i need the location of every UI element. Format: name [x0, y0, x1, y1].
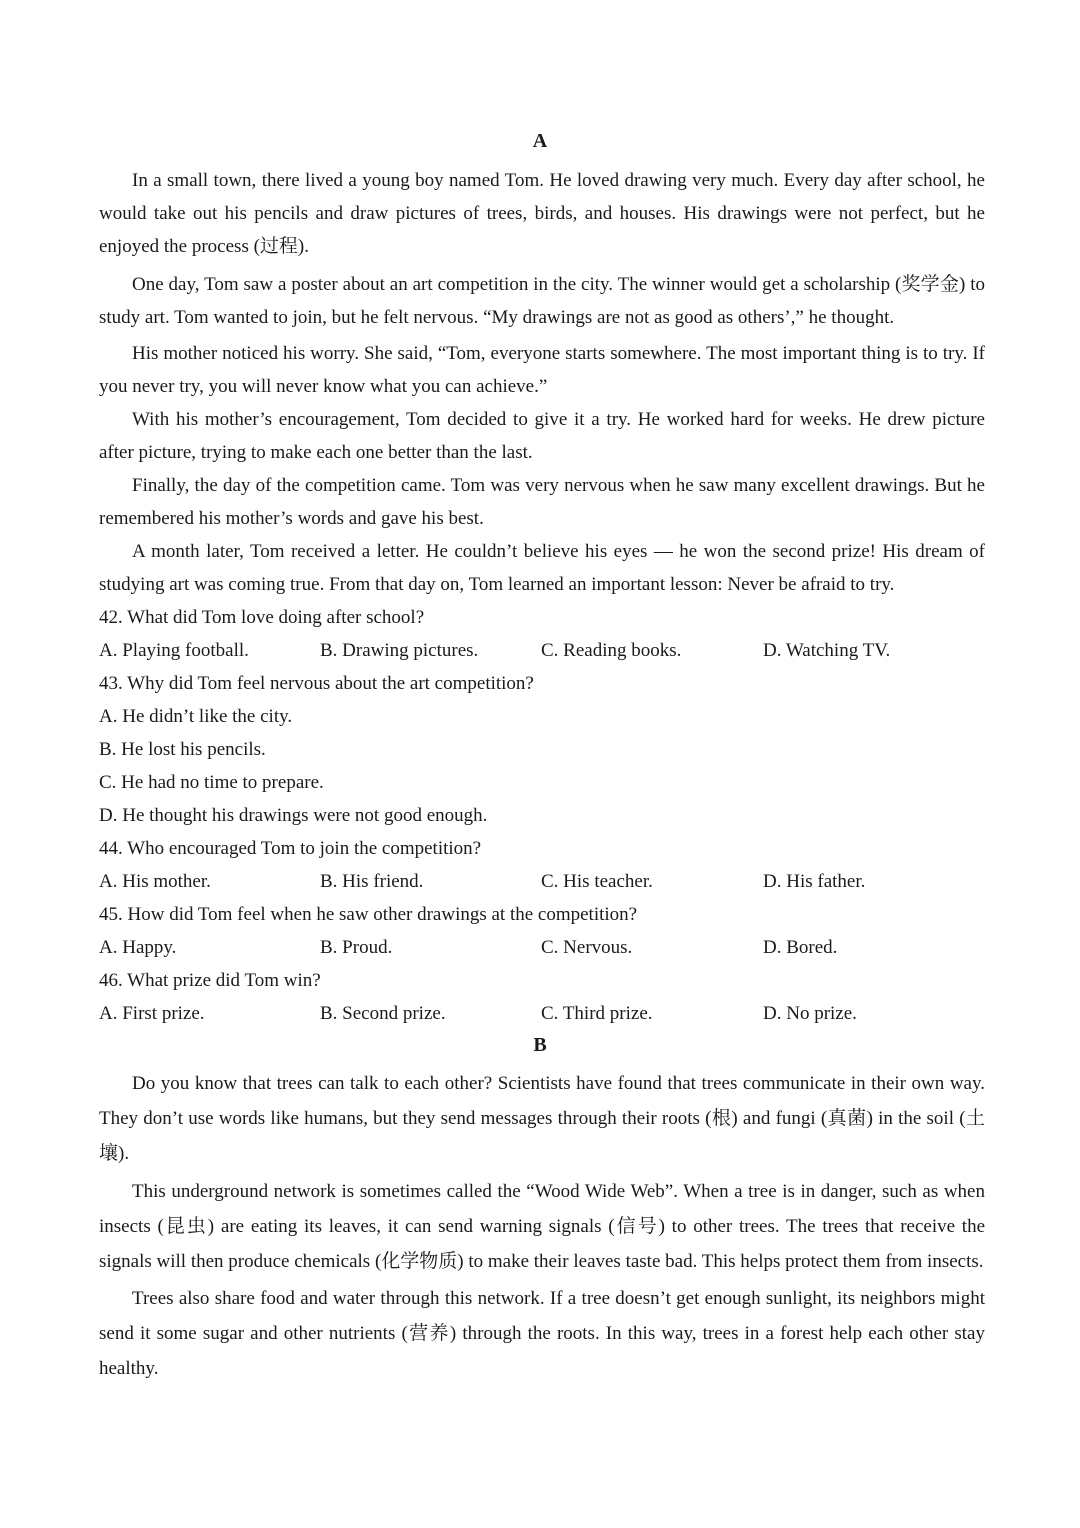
passage-b-paragraph-1: Do you know that trees can talk to each other? Scientists have found that trees communicate in their own way. They don’t use words like humans, but they send messages through their roots (根) and fungi (真菌) in the soil (土壤).	[99, 1073, 985, 1164]
q46-option-a: A. First prize.	[99, 1003, 205, 1024]
question-42: 42. What did Tom love doing after school?	[99, 607, 425, 628]
q44-option-d: D. His father.	[763, 871, 866, 892]
q45-option-b: B. Proud.	[320, 937, 393, 958]
section-b-heading: B	[533, 1034, 547, 1056]
q45-option-d: D. Bored.	[763, 937, 838, 958]
q44-option-b: B. His friend.	[320, 871, 424, 892]
passage-a-paragraph-6: A month later, Tom received a letter. He couldn’t believe his eyes — he won the second prize! His dream of studying art was coming true. From that day on, Tom learned an important lesson: Never be afraid to try.	[99, 541, 985, 595]
q42-option-a: A. Playing football.	[99, 640, 249, 661]
question-44: 44. Who encouraged Tom to join the competition?	[99, 838, 482, 859]
q44-option-a: A. His mother.	[99, 871, 211, 892]
question-43: 43. Why did Tom feel nervous about the art competition?	[99, 673, 534, 694]
question-46: 46. What prize did Tom win?	[99, 970, 321, 991]
section-a-heading: A	[532, 130, 548, 152]
passage-b-paragraph-3: Trees also share food and water through this network. If a tree doesn’t get enough sunlight, its neighbors might send it some sugar and other nutrients (营养) through the roots. In this way, trees in a forest help each other stay healthy.	[99, 1288, 985, 1379]
q42-option-c: C. Reading books.	[541, 640, 682, 661]
passage-a-paragraph-4: With his mother’s encouragement, Tom decided to give it a try. He worked hard for weeks. He drew picture after picture, trying to make each one better than the last.	[99, 409, 985, 463]
question-45: 45. How did Tom feel when he saw other drawings at the competition?	[99, 904, 638, 925]
q46-option-c: C. Third prize.	[541, 1003, 653, 1024]
q43-option-c: C. He had no time to prepare.	[99, 772, 324, 793]
q46-option-b: B. Second prize.	[320, 1003, 446, 1024]
passage-b-paragraph-2: This underground network is sometimes called the “Wood Wide Web”. When a tree is in danger, such as when insects (昆虫) are eating its leaves, it can send warning signals (信号) to other trees. The trees that receive the signals will then produce chemicals (化学物质) to make their leaves taste bad. This helps protect them from insects.	[99, 1181, 985, 1272]
passage-a-paragraph-3: His mother noticed his worry. She said, “Tom, everyone starts somewhere. The most important thing is to try. If you never try, you will never know what you can achieve.”	[99, 343, 985, 397]
passage-a-paragraph-5: Finally, the day of the competition came. Tom was very nervous when he saw many excellent drawings. But he remembered his mother’s words and gave his best.	[99, 475, 985, 529]
q44-option-c: C. His teacher.	[541, 871, 653, 892]
q43-option-d: D. He thought his drawings were not good enough.	[99, 805, 488, 826]
q42-option-b: B. Drawing pictures.	[320, 640, 479, 661]
q46-option-d: D. No prize.	[763, 1003, 857, 1024]
q45-option-c: C. Nervous.	[541, 937, 633, 958]
q45-option-a: A. Happy.	[99, 937, 177, 958]
passage-a-paragraph-1: In a small town, there lived a young boy named Tom. He loved drawing very much. Every day after school, he would take out his pencils and draw pictures of trees, birds, and houses. His drawings were not perfect, but he enjoyed the process (过程).	[99, 170, 985, 257]
passage-a-paragraph-2: One day, Tom saw a poster about an art competition in the city. The winner would get a scholarship (奖学金) to study art. Tom wanted to join, but he felt nervous. “My drawings are not as good as others’,” he thought.	[99, 274, 985, 328]
q42-option-d: D. Watching TV.	[763, 640, 891, 661]
q43-option-a: A. He didn’t like the city.	[99, 706, 293, 727]
q43-option-b: B. He lost his pencils.	[99, 739, 266, 760]
